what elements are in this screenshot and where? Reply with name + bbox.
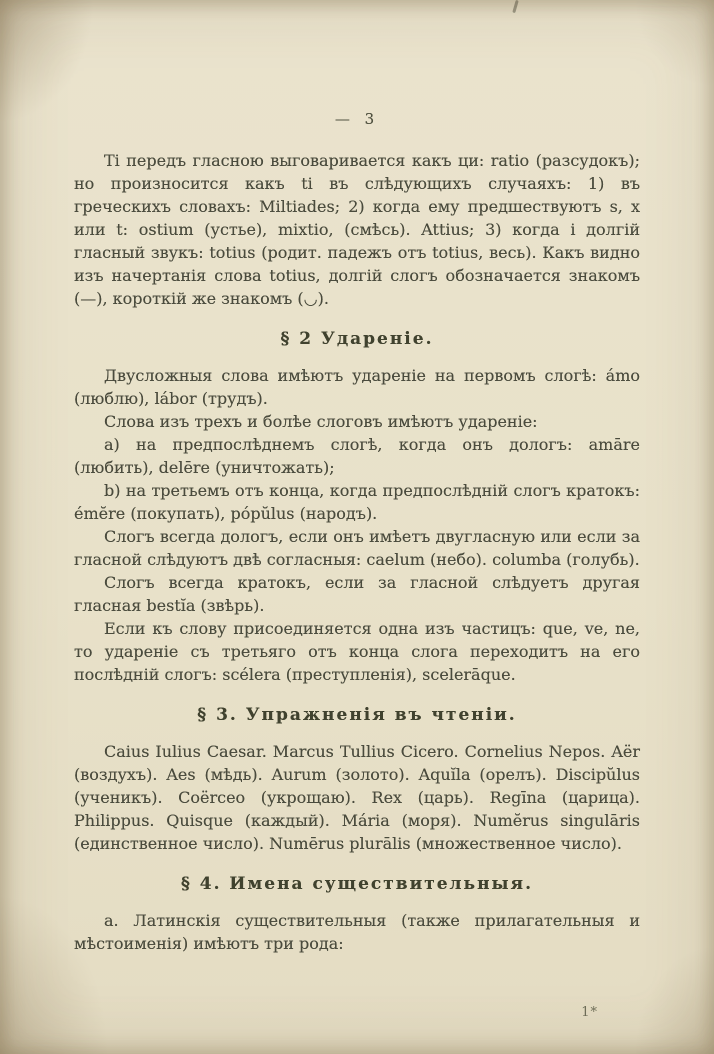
- paragraph: b) на третьемъ отъ конца, когда предпослѣдній слогъ кратокъ: émĕre (покупать), pópŭlus (народъ).: [74, 481, 640, 523]
- paragraph: Слогъ всегда дологъ, если онъ имѣетъ двугласную или если за гласной слѣдуютъ двѣ согласныя: caelum (небо). columba (голубь).: [74, 527, 640, 569]
- intro-paragraph: Ti передъ гласною выговаривается какъ ци: ratio (разсудокъ); но произносится какъ ti въ слѣдующихъ случаяхъ: 1) въ греческихъ словахъ: Miltiades; 2) когда ему предшествуютъ s, x или t: ostium (устье), mixtio, (смѣсь). Attius; 3) когда i долгій гласный звукъ: totius (родит. падежъ отъ totius, весь). Какъ видно изъ начертанія слова totius, долгій слогъ обозначается знакомъ (—), короткій же знакомъ (◡).: [74, 151, 640, 308]
- section-heading-nouns: § 4. Имена существительныя.: [180, 874, 534, 894]
- section-heading-accent: § 2 Удареніе.: [280, 329, 434, 349]
- section-heading-reading-exercises: § 3. Упражненія въ чтеніи.: [197, 705, 517, 725]
- paragraph: Если къ слову присоединяется одна изъ частицъ: que, ve, ne, то удареніе съ третьяго отъ конца слога переходитъ на его послѣдній слогъ: scélera (преступленія), scelerāque.: [74, 619, 640, 684]
- paragraph: а. Латинскія существительныя (также прилагательныя и мѣстоименія) имѣютъ три рода:: [74, 911, 640, 953]
- page-text-block: [74, 0, 640, 955]
- paragraph: а) на предпослѣднемъ слогѣ, когда онъ дологъ: amāre (любить), delēre (уничтожать);: [74, 435, 640, 477]
- paragraph: Двусложныя слова имѣютъ удареніе на первомъ слогѣ: ámo (люблю), lábor (трудъ).: [74, 366, 640, 408]
- footer-signature-mark: 1*: [581, 1005, 598, 1020]
- paragraph: Слогъ всегда кратокъ, если за гласной слѣдуетъ другая гласная bestĭa (звѣрь).: [74, 573, 640, 615]
- paragraph: Слова изъ трехъ и болѣе слоговъ имѣютъ удареніе:: [104, 412, 538, 431]
- page-number: — 3: [334, 110, 380, 128]
- paragraph: Caius Iulius Caesar. Marcus Tullius Cicero. Cornelius Nepos. Aër (воздухъ). Aes (мѣдь). Aurum (золото). Aquĭla (орелъ). Discipŭlus (ученикъ). Coërceo (укрощаю). Rex (царь). Regīna (царица). Philippus. Quisque (каждый). Mária (моря). Numĕrus singulāris (единственное число). Numērus plurālis (множественное число).: [74, 742, 640, 853]
